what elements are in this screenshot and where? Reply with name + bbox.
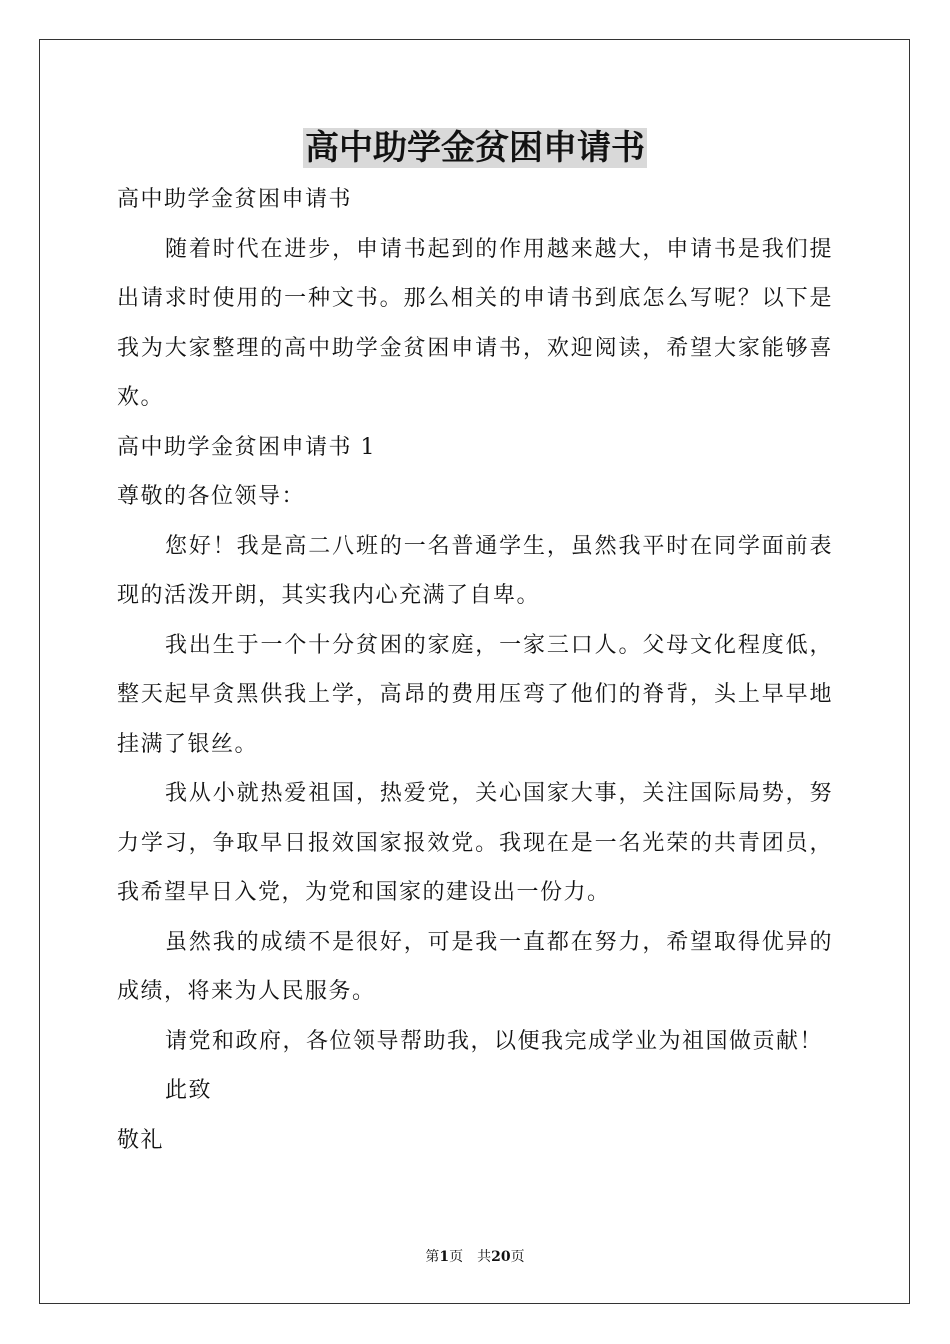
paragraph: 此致 <box>165 1078 213 1103</box>
paragraph: 我出生于一个十分贫困的家庭，一家三口人。父母文化程度低，整天起早贪黑供我上学，高昂的费用压弯了他们的脊背，头上早早地挂满了银丝。 <box>117 632 833 757</box>
page-footer <box>0 1246 950 1266</box>
paragraph: 虽然我的成绩不是很好，可是我一直都在努力，希望取得优异的成绩，将来为人民服务。 <box>117 929 833 1004</box>
paragraph: 高中助学金贫困申请书 1 <box>117 434 376 460</box>
document-title-text: 高中助学金贫困申请书 <box>305 128 645 168</box>
document-body <box>117 175 833 1165</box>
page-unit: 页 <box>449 1249 464 1265</box>
paragraph: 敬礼 <box>117 1127 165 1153</box>
page-total: 20 <box>491 1249 511 1265</box>
page-current: 1 <box>439 1249 450 1265</box>
paragraph: 随着时代在进步，申请书起到的作用越来越大，申请书是我们提出请求时使用的一种文书。那么相关的申请书到底怎么写呢？以下是我为大家整理的高中助学金贫困申请书，欢迎阅读，希望大家能够喜欢。 <box>117 236 833 410</box>
paragraph: 请党和政府，各位领导帮助我，以便我完成学业为祖国做贡献！ <box>165 1028 824 1054</box>
total-prefix: 共 <box>477 1249 492 1265</box>
paragraph: 尊敬的各位领导： <box>117 484 306 509</box>
document-title <box>0 124 950 172</box>
page-prefix: 第 <box>425 1249 440 1265</box>
paragraph: 您好！我是高二八班的一名普通学生，虽然我平时在同学面前表现的活泼开朗，其实我内心充满了自卑。 <box>117 533 833 608</box>
paragraph: 我从小就热爱祖国，热爱党，关心国家大事，关注国际局势，努力学习，争取早日报效国家报效党。我现在是一名光荣的共青团员，我希望早日入党，为党和国家的建设出一份力。 <box>117 781 833 905</box>
total-unit: 页 <box>510 1249 525 1265</box>
paragraph: 高中助学金贫困申请书 <box>117 187 353 212</box>
